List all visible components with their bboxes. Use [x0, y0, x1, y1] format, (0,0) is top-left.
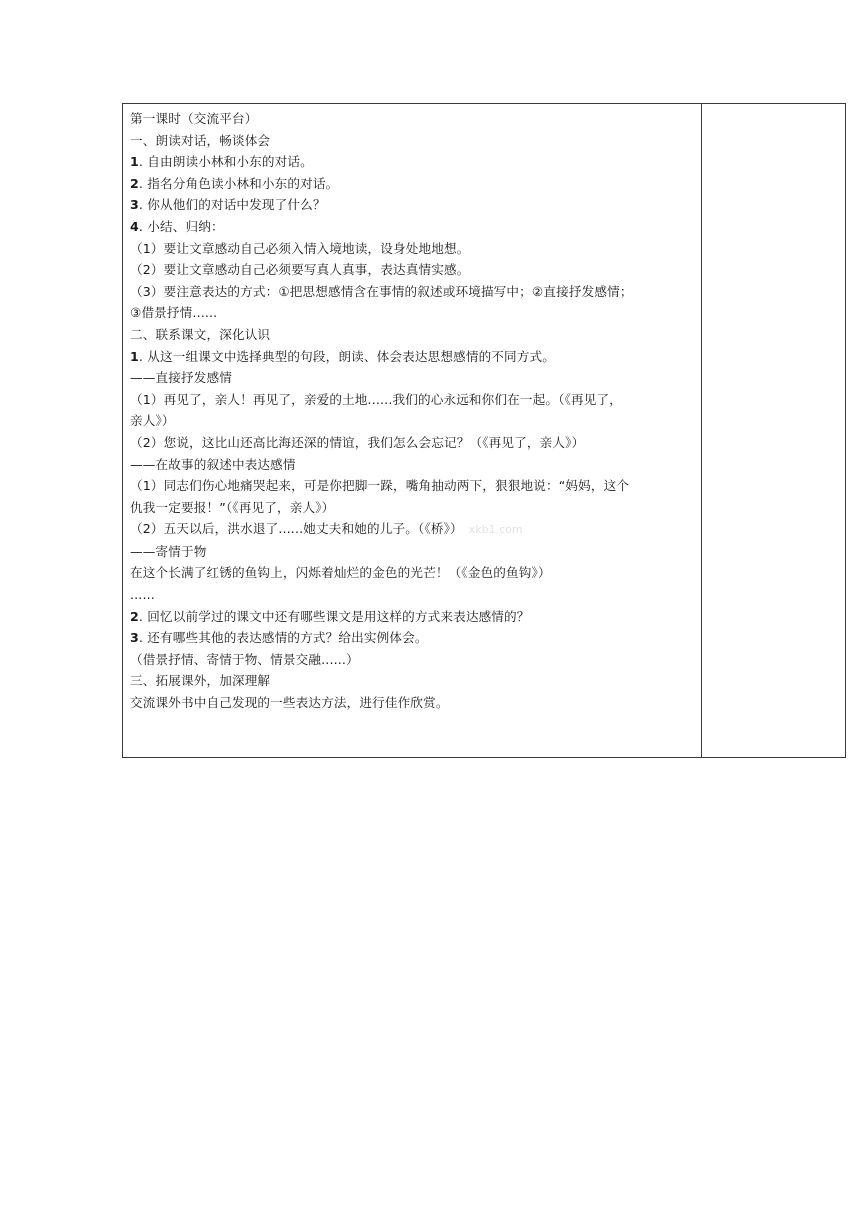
lesson-plan-table — [122, 103, 846, 758]
section1-heading: 一、朗读对话，畅谈体会 — [130, 132, 271, 148]
item-text: . 小结、归纳： — [138, 218, 224, 234]
section1-item-2 — [130, 173, 697, 195]
item-number: 3 — [130, 197, 139, 213]
section3-heading: 三、拓展课外，加深理解 — [130, 673, 271, 689]
item-number: 3 — [130, 630, 139, 646]
notes-cell — [702, 104, 845, 757]
section2-item-1 — [130, 346, 697, 368]
method-direct-expression: ——直接抒发感情 — [130, 370, 232, 386]
item-text: . 还有哪些其他的表达感情的方式？给出实例体会。 — [138, 630, 428, 646]
method2-example-2 — [130, 518, 697, 541]
method-narrative-expression: ——在故事的叙述中表达感情 — [130, 456, 296, 472]
section2-item-3 — [130, 627, 697, 649]
method1-example-1: （1）再见了，亲人！再见了，亲爱的土地......我们的心永远和你们在一起。（《再见了， — [130, 391, 623, 407]
method-object-expression: ——寄情于物 — [130, 543, 207, 559]
section2-heading: 二、联系课文，深化认识 — [130, 326, 271, 342]
method2-example-1-continued: 仇我一定要报！”（《再见了，亲人》） — [130, 499, 335, 515]
section1-item-1 — [130, 151, 697, 173]
method2-example-1: （1）同志们伤心地痛哭起来，可是你把脚一跺，嘴角抽动两下，狠狠地说：“妈妈，这个 — [130, 478, 630, 494]
section2-item-2 — [130, 606, 697, 628]
item-text: . 回忆以前学过的课文中还有哪些课文是用这样的方式来表达感情的？ — [138, 608, 530, 624]
item-text: . 你从他们的对话中发现了什么？ — [138, 197, 326, 213]
item-number: 1 — [130, 154, 139, 170]
watermark: xkb1.com — [468, 523, 523, 537]
lesson-content-cell — [123, 104, 702, 757]
ellipsis-line: ...... — [130, 587, 155, 603]
item-number: 2 — [130, 175, 139, 191]
method1-example-2: （2）您说，这比山还高比海还深的情谊，我们怎么会忘记？（《再见了，亲人》） — [130, 434, 585, 450]
section3-text: 交流课外书中自己发现的一些表达方法，进行佳作欣赏。 — [130, 695, 449, 711]
method1-example-1-continued: 亲人》） — [130, 413, 175, 429]
summary-point-3-continued: ③借景抒情...... — [130, 305, 218, 321]
item-text: . 自由朗读小林和小东的对话。 — [138, 154, 313, 170]
summary-point-2: （2）要让文章感动自己必须要写真人真事，表达真情实感。 — [130, 262, 470, 278]
item-text: . 从这一组课文中选择典型的句段，朗读、体会表达思想感情的不同方式。 — [138, 348, 556, 364]
item-number: 1 — [130, 348, 139, 364]
item-number: 4 — [130, 218, 139, 234]
section1-item-3 — [130, 194, 697, 216]
item-number: 2 — [130, 608, 139, 624]
method3-example-1: 在这个长满了红锈的鱼钩上，闪烁着灿烂的金色的光芒！（《金色的鱼钩》） — [130, 565, 551, 581]
summary-point-3: （3）要注意表达的方式：①把思想感情含在事情的叙述或环境描写中；②直接抒发感情； — [130, 283, 633, 299]
item-text: . 指名分角色读小林和小东的对话。 — [138, 175, 339, 191]
section1-item-4 — [130, 216, 697, 238]
methods-note: （借景抒情、寄情于物、情景交融......） — [130, 651, 359, 667]
summary-point-1: （1）要让文章感动自己必须入情入境地读，设身处地地想。 — [130, 240, 470, 256]
example-text: （2）五天以后，洪水退了......她丈夫和她的儿子。（《桥》） — [130, 521, 463, 537]
lesson-title: 第一课时（交流平台） — [130, 111, 258, 126]
